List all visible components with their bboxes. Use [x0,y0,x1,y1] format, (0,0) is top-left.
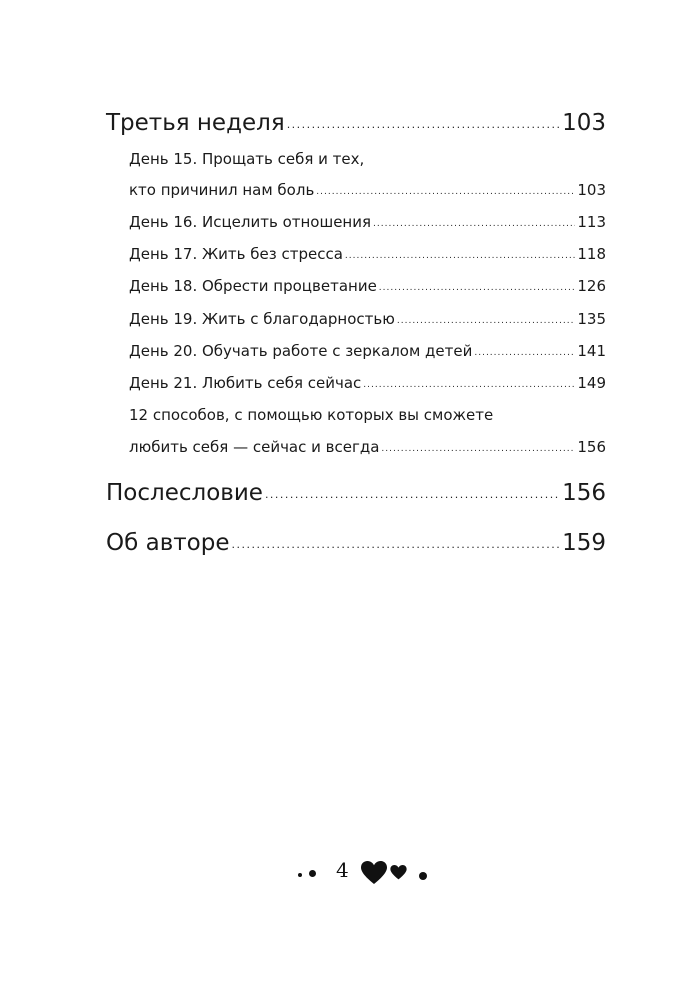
toc-page-number: 159 [562,530,606,556]
toc-entry-day15-line1[interactable]: День 15. Прощать себя и тех, [129,150,365,168]
toc-page-number: 103 [562,110,606,136]
toc-entry-title: любить себя — сейчас и всегда [129,438,380,456]
page-footer [296,858,436,888]
toc-entry-ways[interactable] [129,438,606,456]
toc-entry-title: Послесловие [106,480,263,506]
toc-entry-title: Об авторе [106,530,230,556]
toc-entry-title: День 17. Жить без стресса [129,245,343,263]
dot-leader [379,283,576,293]
toc-entry-title: День 18. Обрести процветание [129,277,377,295]
toc-entry-week3[interactable] [106,110,606,136]
dot-icon [419,872,427,880]
toc-entry-day21[interactable] [129,374,606,392]
dot-leader [474,348,575,358]
toc-page-number: 149 [577,374,606,392]
toc-page-number: 103 [577,181,606,199]
small-heart-icon [390,865,407,880]
toc-page-number: 118 [577,245,606,263]
toc-entry-title: Третья неделя [106,110,285,136]
dot-leader [231,538,560,551]
toc-page-number: 156 [577,438,606,456]
page-number: 4 [336,858,349,882]
toc-entry-day18[interactable] [129,277,606,295]
dot-leader [316,187,575,197]
toc-entry-day19[interactable] [129,310,606,328]
toc-page-number: 141 [577,342,606,360]
toc-entry-about[interactable] [106,530,606,556]
toc-entry-title: День 19. Жить с благодарностью [129,310,395,328]
dot-leader [373,219,575,229]
toc-page-number: 126 [577,277,606,295]
toc-entry-title: День 16. Исцелить отношения [129,213,372,231]
dot-leader [287,118,560,131]
toc-entry-day20[interactable] [129,342,606,360]
toc-page-number: 135 [577,310,606,328]
dot-leader [345,251,575,261]
toc-entry-day15[interactable] [129,181,606,199]
toc-page-number: 156 [562,480,606,506]
large-heart-icon [361,861,387,885]
toc-entry-title: День 20. Обучать работе с зеркалом детей [129,342,473,360]
toc-entry-day16[interactable] [129,213,606,231]
toc-entry-title: кто причинил нам боль [129,181,315,199]
toc-entry-day17[interactable] [129,245,606,263]
toc-page-number: 113 [577,213,606,231]
small-dot-icon [298,873,302,877]
dot-leader [397,316,575,326]
dot-leader [265,488,560,501]
toc-entry-afterword[interactable] [106,480,606,506]
dot-icon [309,870,316,877]
dot-leader [381,444,575,454]
toc-entry-ways-line1[interactable]: 12 способов, с помощью которых вы сможете [129,406,494,424]
dot-leader [363,380,575,390]
toc-entry-title: День 21. Любить себя сейчас [129,374,362,392]
